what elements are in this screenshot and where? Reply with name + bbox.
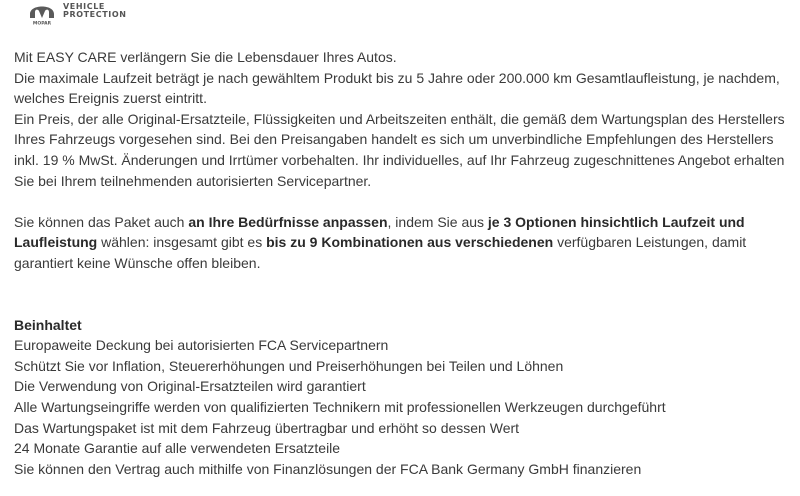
mopar-vehicle-protection-logo [27,0,127,26]
options-bold-2: je 3 Optionen hinsichtlich Laufzeit und Laufleistung [14,213,745,251]
includes-item: Die Verwendung von Original-Ersatzteilen wird garantiert [14,378,366,395]
options-paragraph [14,212,792,274]
options-bold-3: bis zu 9 Kombinationen aus verschiedenen [266,234,554,251]
includes-item: Das Wartungspaket ist mit dem Fahrzeug übertragbar und erhöht so dessen Wert [14,419,520,436]
options-text-1: Sie können das Paket auch [14,213,189,230]
includes-item: 24 Monate Garantie auf alle verwendeten Ersatzteile [14,440,341,457]
logo-line2: PROTECTION [63,10,127,19]
includes-item: Sie können den Vertrag auch mithilfe von Finanzlösungen der FCA Bank Germany GmbH finanzieren [14,460,642,477]
options-text-2: , indem Sie aus [387,213,488,230]
includes-item: Alle Wartungseingriffe werden von qualifizierten Technikern mit professionellen Werkzeugen durchgeführt [14,398,666,415]
logo-brand-text: MOPAR [32,21,52,26]
includes-heading: Beinhaltet [14,316,82,333]
options-text-4: verfügbaren Leistungen, damit garantiert keine Wünsche offen bleiben. [14,234,747,271]
mopar-m-icon [27,0,57,26]
includes-item: Europaweite Deckung bei autorisierten FCA Servicepartnern [14,337,389,354]
intro-line-3: Ein Preis, der alle Original-Ersatzteile, Flüssigkeiten und Arbeitszeiten enthält, die gemäß dem Wartungsplan des Herstellers Ihres Fahrzeugs vorgesehen sind. Bei den Preisangaben handelt es sich um unverbindliche Empfehlungen des Herstellers inkl. 19 % MwSt. Änderungen und Irrtümer vorbehalten. Ihr individuelles, auf Ihr Fahrzeug zugeschnittenes Angebot erhalten Sie bei Ihrem teilnehmenden autorisierten Servicepartner. [14,110,785,189]
logo-line1: VEHICLE [63,2,105,11]
includes-item: Schützt Sie vor Inflation, Steuererhöhungen und Preiserhöhungen bei Teilen und Löhnen [14,357,564,374]
logo-wordmark [63,3,127,19]
options-bold-1: an Ihre Bedürfnisse anpassen [188,213,388,230]
options-text-3: wählen: insgesamt gibt es [97,234,267,251]
intro-line-1: Mit EASY CARE verlängern Sie die Lebensdauer Ihres Autos. [14,49,397,65]
main-content [14,47,792,479]
intro-line-2: Die maximale Laufzeit beträgt je nach gewähltem Produkt bis zu 5 Jahre oder 200.000 km Gesamtlaufleistung, je nachdem, welches Ereignis zuerst eintritt. [14,69,780,107]
